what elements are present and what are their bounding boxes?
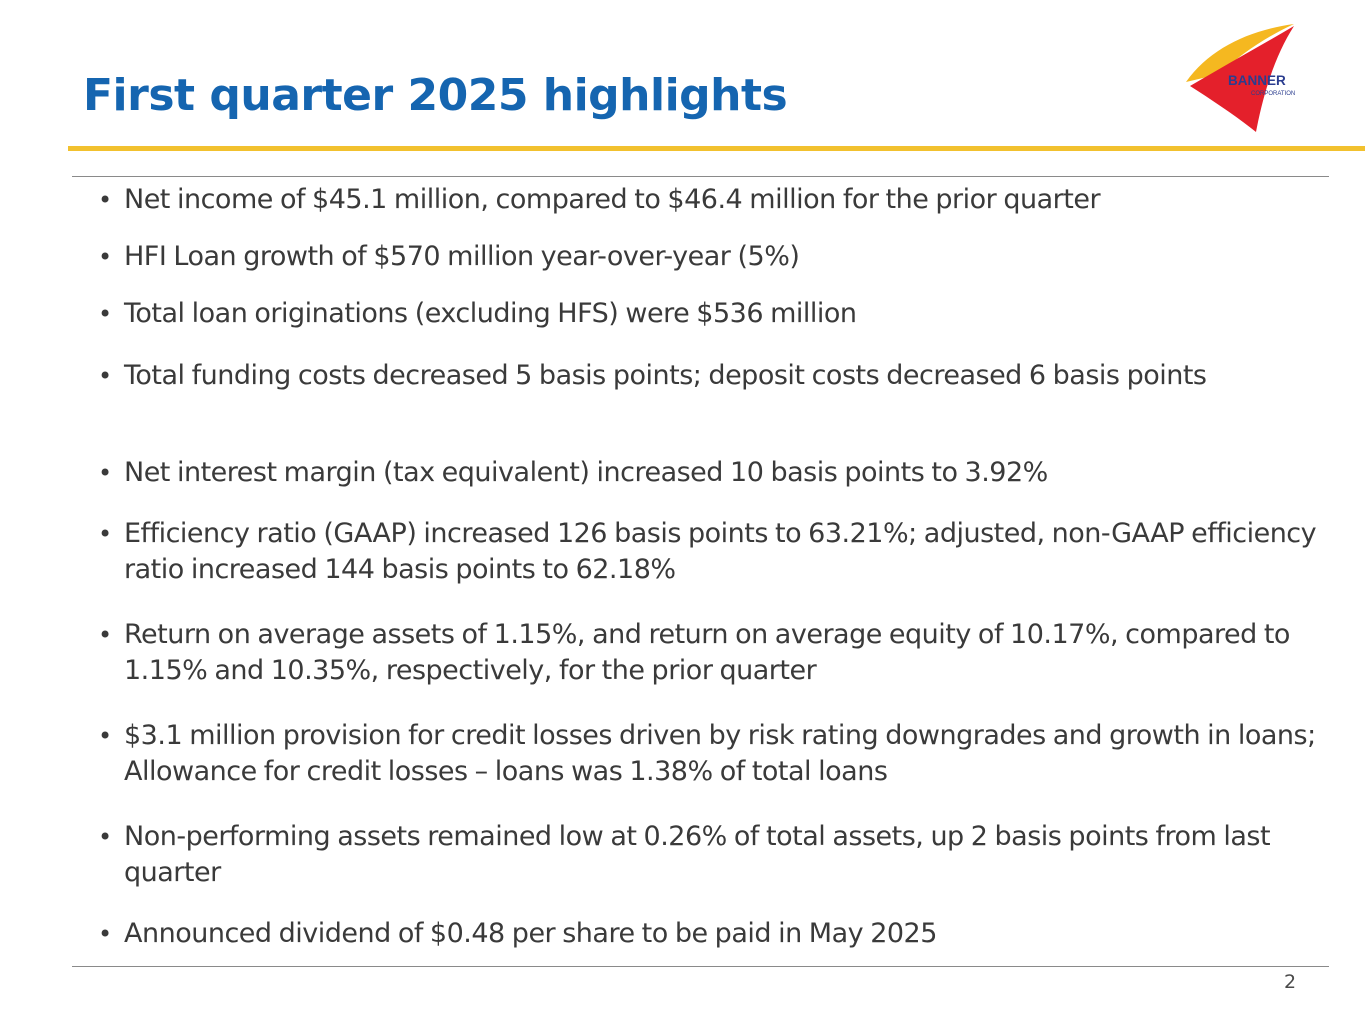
bullet-text: HFI Loan growth of $570 million year-over-year (5%) <box>124 241 800 272</box>
bullet-text: Efficiency ratio (GAAP) increased 126 basis points to 63.21%; adjusted, non-GAAP efficiency ratio increased 144 basis points to 62.18% <box>124 518 1317 585</box>
bullet-icon: • <box>98 823 113 851</box>
bullet-text: Announced dividend of $0.48 per share to be paid in May 2025 <box>124 918 937 949</box>
list-item <box>98 516 1338 588</box>
logo-wordmark: BANNER <box>1228 73 1286 88</box>
list-item <box>98 296 1338 332</box>
bullet-icon: • <box>98 186 113 214</box>
list-item <box>98 916 1338 952</box>
bullet-text: Net interest margin (tax equivalent) increased 10 basis points to 3.92% <box>124 457 1048 488</box>
bullet-text: Total funding costs decreased 5 basis points; deposit costs decreased 6 basis points <box>124 360 1207 391</box>
bullet-text: Total loan originations (excluding HFS) were $536 million <box>124 298 857 329</box>
list-item <box>98 455 1338 491</box>
bullet-icon: • <box>98 621 113 649</box>
bullet-icon: • <box>98 362 113 390</box>
list-item <box>98 617 1338 689</box>
list-item <box>98 718 1338 790</box>
content-bottom-divider <box>72 966 1329 967</box>
bullet-text: Non-performing assets remained low at 0.26% of total assets, up 2 basis points from last quarter <box>124 821 1271 888</box>
list-item <box>98 358 1338 394</box>
list-item <box>98 182 1338 218</box>
bullet-text: $3.1 million provision for credit losses driven by risk rating downgrades and growth in loans; Allowance for credit losses – loans was 1.38% of total loans <box>124 720 1316 787</box>
bullet-icon: • <box>98 920 113 948</box>
slide-title: First quarter 2025 highlights <box>83 70 788 121</box>
bullet-text: Return on average assets of 1.15%, and return on average equity of 10.17%, compared to 1.15% and 10.35%, respectively, for the prior quarter <box>124 619 1290 686</box>
page-number: 2 <box>1283 971 1297 993</box>
banner-sail-logo-icon <box>1180 20 1320 138</box>
content-top-divider <box>72 176 1329 177</box>
bullet-icon: • <box>98 300 113 328</box>
bullet-text: Net income of $45.1 million, compared to $46.4 million for the prior quarter <box>124 184 1101 215</box>
list-item <box>98 239 1338 275</box>
banner-corporation-logo <box>1180 20 1320 138</box>
bullet-icon: • <box>98 722 113 750</box>
bullet-icon: • <box>98 243 113 271</box>
bullet-icon: • <box>98 459 113 487</box>
title-accent-rule <box>68 146 1365 151</box>
list-item <box>98 819 1338 891</box>
bullet-icon: • <box>98 520 113 548</box>
logo-subtitle: CORPORATION <box>1251 91 1296 97</box>
